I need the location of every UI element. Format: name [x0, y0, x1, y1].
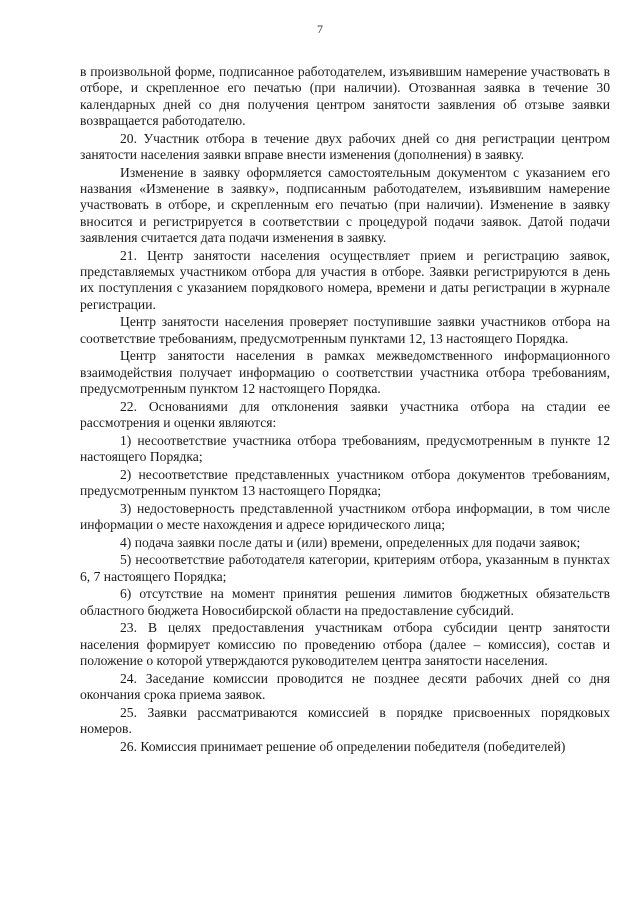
paragraph: 25. Заявки рассматриваются комиссией в порядке присвоенных порядковых номеров. — [80, 704, 610, 736]
paragraph: 4) подача заявки после даты и (или) времени, определенных для подачи заявок; — [120, 534, 581, 550]
paragraph: 26. Комиссия принимает решение об определении победителя (победителей) — [120, 738, 566, 754]
paragraph: Изменение в заявку оформляется самостоятельным документом с указанием его названия «Изменение в заявку», подписанным работодателем, изъявившим намерение участвовать в отборе, и скрепленным его печатью (при наличии). Изменение в заявку вносится и регистрируется в соответствии с процедурой подачи заявок. Датой подачи заявления считается дата подачи изменения в заявку. — [80, 164, 610, 246]
paragraph: 20. Участник отбора в течение двух рабочих дней со дня регистрации центром занятости населения заявки вправе внести изменения (дополнения) в заявку. — [80, 130, 610, 163]
paragraph: 22. Основаниями для отклонения заявки участника отбора на стадии ее рассмотрения и оценки являются: — [80, 398, 610, 430]
paragraph: 3) недостоверность представленной участником отбора информации, в том числе информации о месте нахождения и адресе юридического лица; — [80, 500, 610, 532]
paragraph: Центр занятости населения в рамках межведомственного информационного взаимодействия получает информацию о соответствии участника отбора требованиям, предусмотренным пунктом 12 настоящего Порядка. — [80, 348, 610, 397]
page-number: 7 — [317, 22, 323, 36]
paragraph: 21. Центр занятости населения осуществляет прием и регистрацию заявок, представляемых участником отбора для участия в отборе. Заявки регистрируются в день их поступления с указанием порядкового номера, времени и даты регистрации в журнале регистрации. — [80, 247, 610, 312]
paragraph: Центр занятости населения проверяет поступившие заявки участников отбора на соответствие требованиям, предусмотренным пунктами 12, 13 настоящего Порядка. — [80, 314, 610, 346]
paragraph: 24. Заседание комиссии проводится не позднее десяти рабочих дней со дня окончания срока приема заявок. — [80, 670, 610, 702]
paragraph: 2) несоответствие представленных участником отбора документов требованиям, предусмотренным пунктом 13 настоящего Порядка; — [80, 466, 610, 498]
paragraph: 6) отсутствие на момент принятия решения лимитов бюджетных обязательств областного бюджета Новосибирской области на предоставление субсидий. — [80, 586, 610, 618]
document-body — [80, 64, 610, 756]
paragraph: в произвольной форме, подписанное работодателем, изъявившим намерение участвовать в отборе, и скрепленное его печатью (при наличии). Отозванная заявка в течение 30 календарных дней со дня получения центром занятости заявления об отзыве заявки возвращается работодателю. — [80, 64, 610, 129]
paragraph: 23. В целях предоставления участникам отбора субсидии центр занятости населения формирует комиссию по проведению отбора (далее – комиссия), состав и положение о которой утверждаются руководителем центра занятости населения. — [80, 620, 610, 668]
paragraph: 1) несоответствие участника отбора требованиям, предусмотренным в пункте 12 настоящего Порядка; — [80, 432, 610, 464]
paragraph: 5) несоответствие работодателя категории, критериям отбора, указанным в пунктах 6, 7 настоящего Порядка; — [80, 552, 610, 584]
